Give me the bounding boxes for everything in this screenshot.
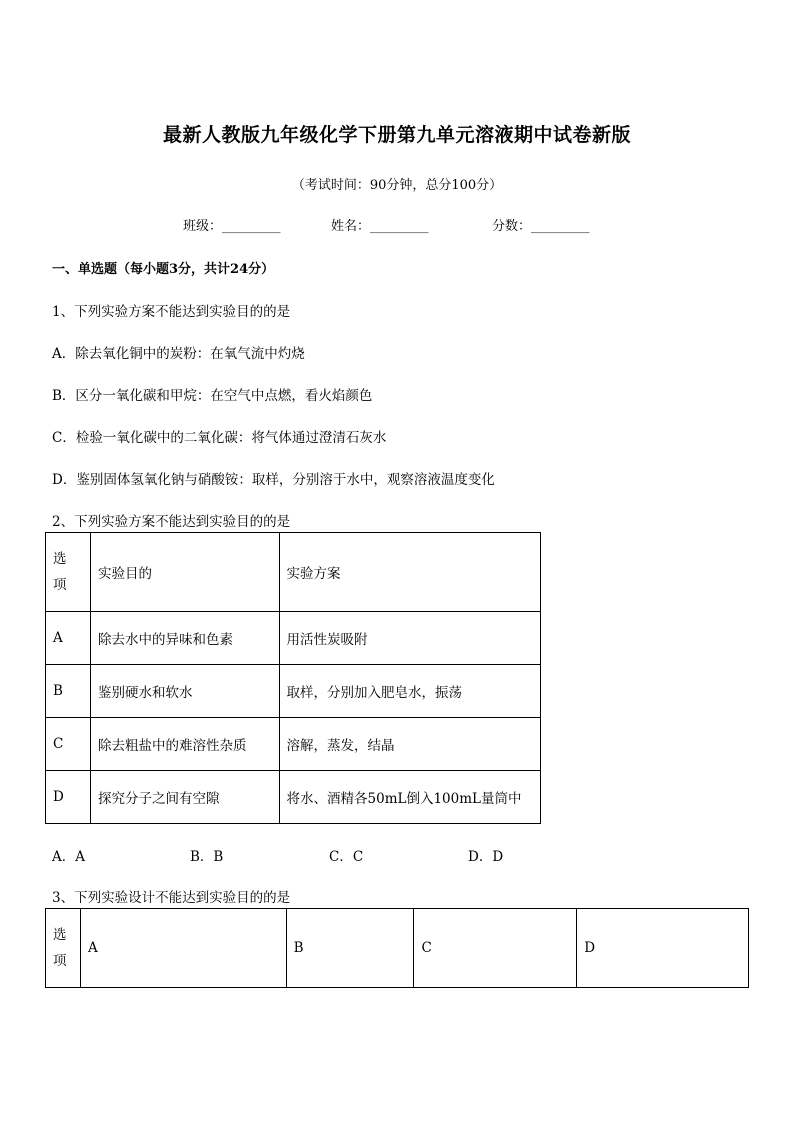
exam-title: 最新人教版九年级化学下册第九单元溶液期中试卷新版 xyxy=(162,124,631,146)
question-1-option-b: B．区分一氧化碳和甲烷：在空气中点燃，看火焰颜色 xyxy=(52,388,373,404)
header-cell-a: A xyxy=(80,909,286,988)
header-cell-b: B xyxy=(286,909,414,988)
header-cell-option: 选项 xyxy=(46,909,81,988)
table-header-row xyxy=(46,533,541,612)
table-row xyxy=(46,718,541,771)
question-3-stem: 3、下列实验设计不能达到实验目的的是 xyxy=(52,890,291,906)
question-2-answer-c: C．C xyxy=(329,849,364,865)
table-header-row xyxy=(46,909,749,988)
question-2-answer-a: A．A xyxy=(52,849,85,865)
row-purpose: 鉴别硬水和软水 xyxy=(90,665,279,718)
question-3-table xyxy=(45,908,749,988)
row-plan: 取样，分别加入肥皂水，振荡 xyxy=(279,665,540,718)
question-1-stem: 1、下列实验方案不能达到实验目的的是 xyxy=(52,304,291,320)
question-1-option-c: C．检验一氧化碳中的二氧化碳：将气体通过澄清石灰水 xyxy=(52,430,387,446)
row-plan: 溶解，蒸发，结晶 xyxy=(279,718,540,771)
header-cell-plan: 实验方案 xyxy=(279,533,540,612)
row-purpose: 除去粗盐中的难溶性杂质 xyxy=(90,718,279,771)
row-option: A xyxy=(46,612,91,665)
question-2-stem: 2、下列实验方案不能达到实验目的的是 xyxy=(52,514,291,530)
row-option: D xyxy=(46,771,91,824)
row-plan: 用活性炭吸附 xyxy=(279,612,540,665)
question-1-option-a: A．除去氧化铜中的炭粉：在氧气流中灼烧 xyxy=(52,346,305,362)
row-purpose: 除去水中的异味和色素 xyxy=(90,612,279,665)
row-option: C xyxy=(46,718,91,771)
question-2-answer-b: B．B xyxy=(190,849,224,865)
exam-subtitle: （考试时间：90分钟，总分100分） xyxy=(291,178,503,193)
question-2-table xyxy=(45,532,541,824)
section-heading: 一、单选题（每小题3分，共计24分） xyxy=(52,262,275,277)
class-field: 班级：_________ xyxy=(183,219,281,234)
table-row xyxy=(46,771,541,824)
question-2-answer-d: D．D xyxy=(468,849,504,865)
header-cell-c: C xyxy=(414,909,577,988)
row-option: B xyxy=(46,665,91,718)
row-purpose: 探究分子之间有空隙 xyxy=(90,771,279,824)
name-field: 姓名：_________ xyxy=(331,219,429,234)
score-field: 分数：_________ xyxy=(492,219,590,234)
question-1-option-d: D．鉴别固体氢氧化钠与硝酸铵：取样，分别溶于水中，观察溶液温度变化 xyxy=(52,472,495,488)
header-cell-d: D xyxy=(577,909,749,988)
table-row xyxy=(46,612,541,665)
header-cell-purpose: 实验目的 xyxy=(90,533,279,612)
row-plan: 将水、酒精各50mL倒入100mL量筒中 xyxy=(279,771,540,824)
header-cell-option: 选项 xyxy=(46,533,91,612)
table-row xyxy=(46,665,541,718)
